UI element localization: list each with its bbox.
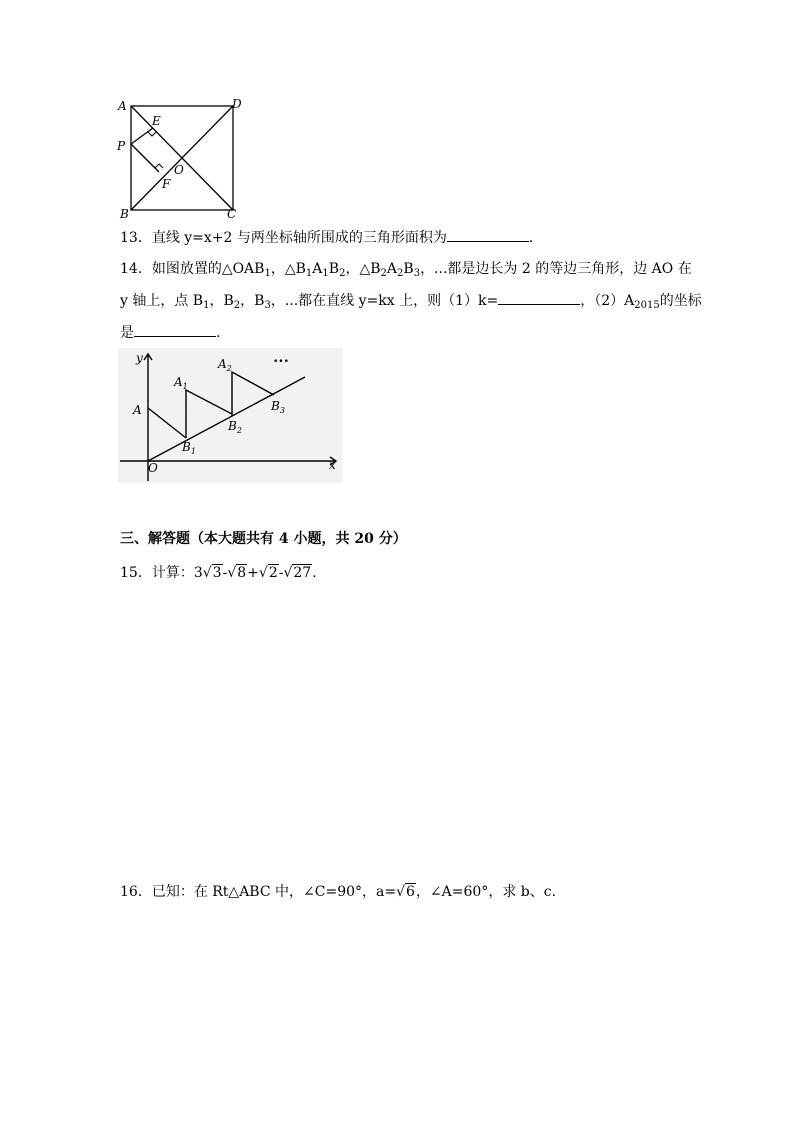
q14-text: ，B (209, 293, 234, 309)
q14-text: B (403, 261, 414, 277)
q14-text: 14．如图放置的△OAB (120, 261, 265, 277)
subscript: 2 (233, 300, 241, 311)
subscript: 3 (413, 268, 421, 279)
axis-label-x: x (329, 458, 336, 472)
q15-text: 15．计算：3 (120, 565, 203, 581)
q16-text: 16．已知：在 Rt△ABC 中，∠C=90°，a= (120, 884, 397, 900)
sqrt-2: √2 (258, 565, 278, 581)
axis-label-y: y (136, 351, 143, 365)
label-f: F (162, 177, 171, 191)
right-angle-e (148, 131, 157, 136)
section-3-title: 三、解答题（本大题共有 4 小题，共 20 分） (120, 531, 407, 547)
q14-coordinate-answer-blank[interactable] (134, 322, 216, 337)
label-b: B (120, 207, 129, 221)
question-14-line2 (120, 290, 702, 311)
segment-pe (131, 128, 153, 144)
q14-text: . (216, 325, 221, 341)
subscript: 1 (264, 268, 271, 279)
sqrt-3: √3 (202, 565, 222, 581)
question-16 (120, 882, 556, 902)
q15-text: . (312, 565, 317, 581)
label-b2: $B_2$ (228, 419, 242, 435)
subscript: 1 (305, 268, 313, 279)
q14-text: ，（2）A (580, 293, 635, 309)
q13-answer-blank[interactable] (447, 227, 529, 242)
q14-text: ，△B (345, 261, 381, 277)
q14-text: ，...都在直线 y=kx 上，则（1）k= (270, 293, 499, 309)
label-o: O (174, 163, 184, 177)
label-p: P (117, 139, 126, 153)
label-a1: $A_1$ (174, 375, 188, 391)
question-14-line3 (120, 322, 220, 343)
label-a: A (118, 99, 127, 113)
subscript: 2 (380, 268, 387, 279)
subscript: 3 (264, 300, 271, 311)
q14-text: B (328, 261, 340, 277)
continuation-dots: ••• (273, 357, 289, 367)
label-c: C (227, 207, 237, 221)
sqrt-8: √8 (227, 565, 247, 581)
q14-text: A (386, 261, 398, 277)
label-b1: $B_1$ (182, 440, 196, 456)
q13-end: . (528, 230, 534, 246)
q14-k-answer-blank[interactable] (498, 290, 580, 305)
label-a: A (133, 403, 142, 417)
q16-text: ，∠A=60°，求 b、c. (415, 884, 557, 900)
question-14-line1 (120, 259, 692, 279)
right-angle-f (155, 164, 163, 168)
q14-text: ，△B (270, 261, 306, 277)
label-d: D (232, 97, 242, 111)
subscript: 2 (397, 268, 404, 279)
subscript: 2 (339, 268, 346, 279)
q13-text: 13．直线 y=x+2 与两坐标轴所围成的三角形面积为 (120, 230, 447, 246)
square-figure (112, 94, 252, 224)
label-b3: $B_3$ (271, 399, 285, 415)
q14-text: ，...都是边长为 2 的等边三角形，边 AO 在 (420, 261, 692, 277)
label-a2: $A_2$ (218, 357, 232, 373)
q15-text: - (222, 565, 228, 581)
sqrt-6: √6 (396, 884, 415, 900)
question-15 (120, 563, 317, 583)
q14-text: 的坐标 (659, 293, 702, 309)
label-e: E (152, 114, 161, 128)
sqrt-27: √27 (283, 565, 312, 581)
q15-text: - (278, 565, 284, 581)
subscript: 1 (203, 300, 210, 311)
label-o: O (148, 461, 158, 475)
q14-text: 是 (120, 325, 134, 341)
q15-text: + (247, 565, 259, 581)
q14-text: y 轴上，点 B (120, 293, 204, 309)
q14-text: ，B (240, 293, 265, 309)
subscript: 1 (322, 268, 329, 279)
question-13 (120, 227, 533, 248)
triangles-figure (118, 348, 343, 483)
subscript: 2015 (634, 300, 660, 311)
q14-text: A (312, 261, 323, 277)
